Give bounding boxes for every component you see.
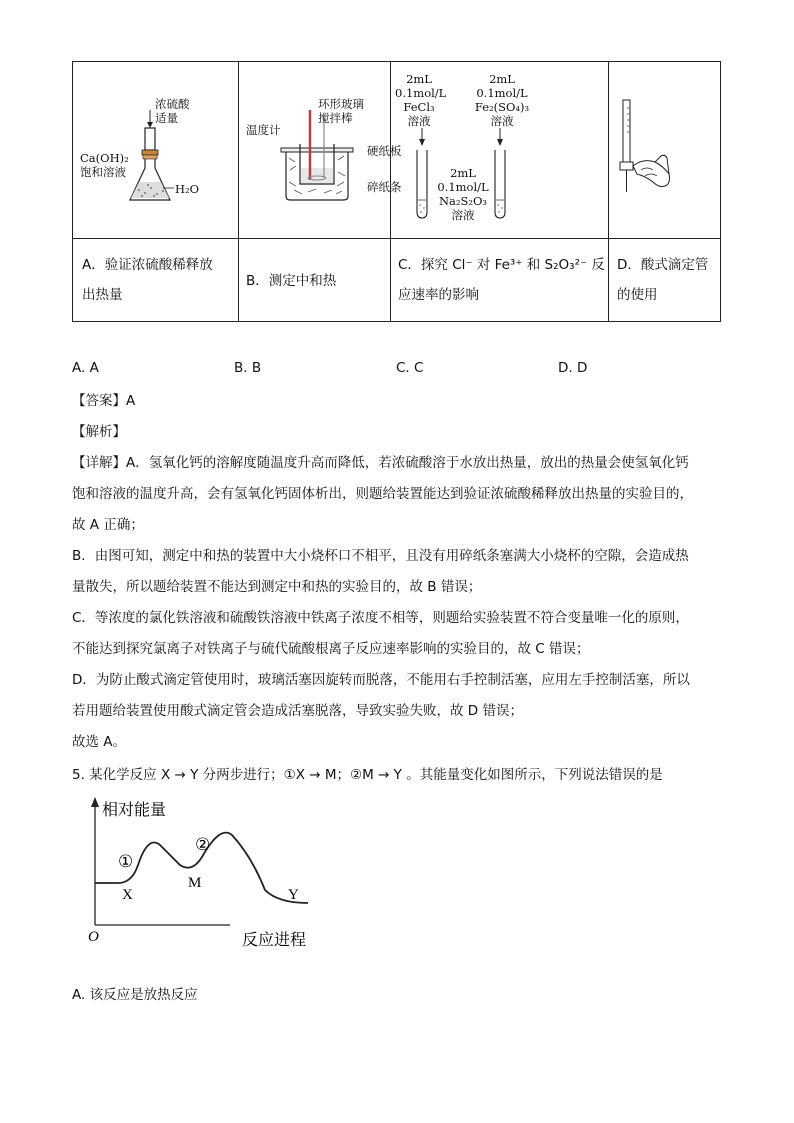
answer-line: 【答案】A [72, 393, 136, 409]
paragraph-line: 不能达到探究氯离子对铁离子与硫代硫酸根离子反应速率影响的实验目的，故 C 错误； [72, 641, 590, 657]
cell-b-caption: B．测定中和热 [246, 273, 337, 289]
volume-label: 2mL [489, 72, 515, 86]
step2-marker: ② [195, 835, 211, 855]
solution-label: 溶液 [407, 114, 431, 128]
paragraph-line: 【详解】A．氢氧化钙的溶解度随温度升高而降低，若浓硫酸溶于水放出热量，放出的热量会使氢氧化钙 [72, 455, 689, 471]
volume-label: 2mL [450, 166, 476, 180]
cell-a-caption [82, 250, 237, 310]
step1-marker: ① [118, 852, 134, 872]
paragraph-line: 量散失，所以题给装置不能达到测定中和热的实验目的，故 B 错误； [72, 579, 482, 595]
concentration-label: 0.1mol/L [437, 180, 489, 194]
paragraph-line: 故 A 正确； [72, 517, 144, 533]
point-m-label: M [188, 875, 202, 891]
concentration-label: 0.1mol/L [476, 86, 528, 100]
burette-with-hand [615, 100, 675, 200]
chemical-label: FeCl₃ [403, 100, 435, 114]
chemical-label: Fe₂(SO₄)₃ [474, 100, 530, 114]
caption-line: D．酸式滴定管 [617, 257, 709, 273]
caption-line: C．探究 Cl⁻ 对 Fe³⁺ 和 S₂O₃²⁻ 反 [398, 257, 605, 273]
option-b[interactable]: B. B [234, 360, 262, 376]
fe2so43-reagent-label [472, 72, 532, 128]
stir-rod-label: 环形玻璃 [318, 97, 364, 111]
paragraph-line: 饱和溶液的温度升高，会有氢氧化钙固体析出，则题给装置能达到验证浓硫酸稀释放出热量的实验目的， [72, 486, 693, 502]
paper-strip-label: 碎纸条 [367, 180, 402, 194]
option-5a[interactable]: A. 该反应是放热反应 [72, 987, 198, 1003]
water-label: H₂O [175, 182, 200, 196]
origin-label: O [88, 929, 99, 945]
saturated-solution-label: 饱和溶液 [80, 165, 126, 179]
solution-label: 溶液 [490, 114, 514, 128]
caoh2-label: Ca(OH)₂ [80, 151, 129, 165]
caption-line: 的使用 [617, 287, 658, 303]
point-y-label: Y [288, 887, 299, 903]
paragraph-line: 若用题给装置使用酸式滴定管会造成活塞脱落，导致实验失败，故 D 错误； [72, 703, 523, 719]
point-x-label: X [122, 887, 133, 903]
paragraph-line: D．为防止酸式滴定管使用时，玻璃活塞因旋转而脱落，不能用右手控制活塞，应用左手控制活塞，所以 [72, 672, 690, 688]
stir-rod-label-2: 搅拌棒 [318, 111, 353, 125]
cardboard-label: 硬纸板 [367, 144, 402, 158]
caption-line: A．验证浓硫酸稀释放 [82, 257, 213, 273]
acid-amount-label: 适量 [155, 111, 178, 125]
energy-profile-graph [80, 795, 330, 955]
caption-line: 应速率的影响 [398, 287, 479, 303]
acid-label: 浓硫酸 [155, 97, 190, 111]
y-axis-label: 相对能量 [102, 800, 167, 819]
fecl3-reagent-label [395, 72, 447, 128]
question-5: 5. 某化学反应 X → Y 分两步进行；①X → M；②M → Y 。其能量变化如图所示，下列说法错误的是 [72, 767, 663, 783]
concentration-label: 0.1mol/L [395, 86, 447, 100]
analysis-body [72, 448, 722, 758]
x-axis-label: 反应进程 [242, 930, 307, 949]
table-divider [238, 62, 239, 321]
cell-d-caption [617, 250, 717, 310]
option-c[interactable]: C. C [396, 360, 424, 376]
table-divider [73, 238, 720, 239]
paragraph-line: 故选 A。 [72, 734, 127, 750]
test-tubes [410, 128, 510, 223]
cell-c-caption [398, 250, 608, 310]
option-a[interactable]: A. A [72, 360, 99, 376]
thermometer-label: 温度计 [246, 123, 281, 137]
solution-label: 溶液 [451, 208, 475, 222]
volume-label: 2mL [406, 72, 432, 86]
table-divider [608, 62, 609, 321]
paragraph-line: C．等浓度的氯化铁溶液和硫酸铁溶液中铁离子浓度不相等，则题给实验装置不符合变量唯一化的原则， [72, 610, 689, 626]
calorimeter-apparatus [280, 120, 360, 205]
analysis-title: 【解析】 [72, 424, 126, 440]
caption-line: 出热量 [82, 287, 123, 303]
option-d[interactable]: D. D [558, 360, 588, 376]
paragraph-line: B．由图可知，测定中和热的装置中大小烧杯口不相平，且没有用碎纸条塞满大小烧杯的空隙，会造成热 [72, 548, 689, 564]
chemical-label: Na₂S₂O₃ [438, 194, 488, 208]
